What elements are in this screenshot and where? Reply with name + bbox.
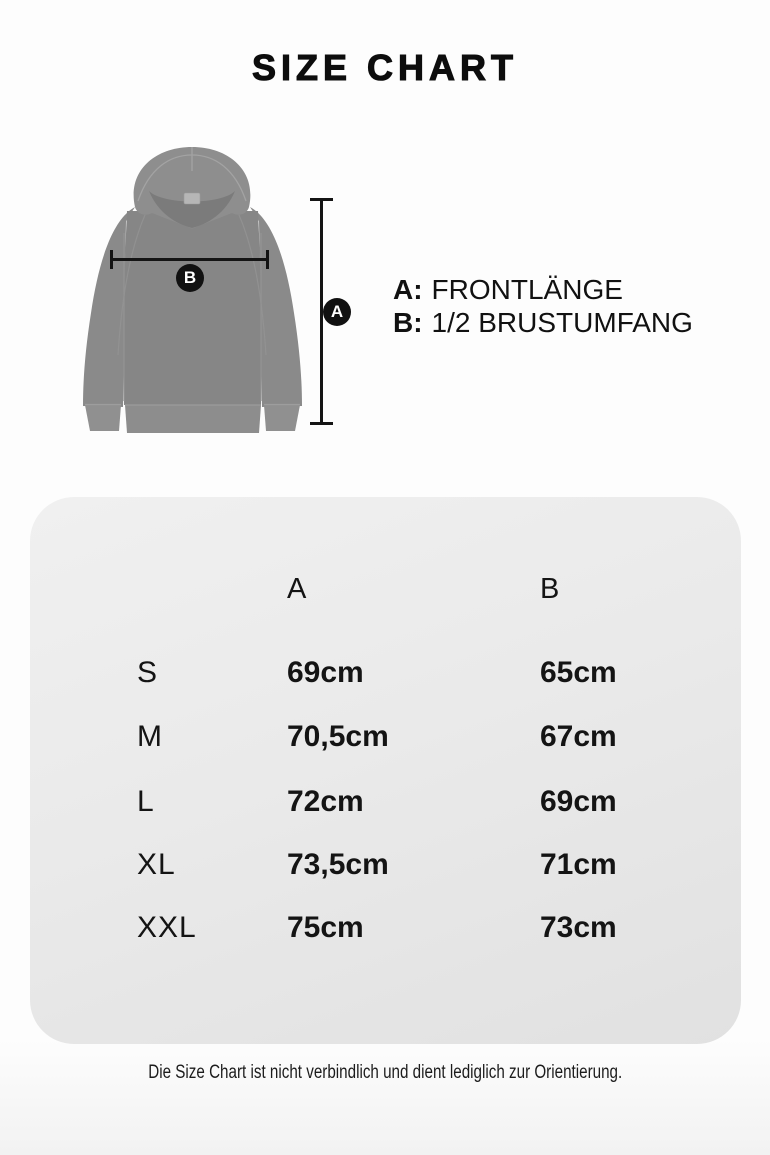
table-row-l (30, 782, 741, 822)
disclaimer (0, 1060, 770, 1087)
value-a: 72cm (287, 785, 364, 818)
value-b: 73cm (540, 911, 617, 944)
measure-line-b (110, 258, 269, 261)
value-b: 69cm (540, 785, 617, 818)
page-title: SIZE CHART (252, 47, 518, 88)
value-a: 70,5cm (287, 720, 389, 753)
table-row-s (30, 653, 741, 693)
legend-label-a: FRONTLÄNGE (431, 274, 623, 305)
size-label: XL (137, 848, 176, 881)
value-b: 65cm (540, 656, 617, 689)
value-a: 73,5cm (287, 848, 389, 881)
table-row-xl (30, 845, 741, 885)
legend-label-b: 1/2 BRUSTUMFANG (431, 307, 693, 338)
size-label: S (137, 656, 159, 689)
measure-badge-a: A (323, 298, 351, 326)
size-label: L (137, 785, 155, 818)
table-row-xxl (30, 908, 741, 948)
size-label: M (137, 720, 163, 753)
measure-line-b-cap-left (110, 250, 113, 269)
table-header-row (30, 569, 741, 609)
legend-line-a (393, 273, 693, 306)
measure-line-b-cap-right (266, 250, 269, 269)
measure-line-a-cap-bottom (310, 422, 333, 425)
size-label: XXL (137, 911, 197, 944)
disclaimer-text: Die Size Chart ist nicht verbindlich und dient lediglich zur Orientierung. (148, 1062, 622, 1083)
column-header-a: A (287, 573, 307, 605)
value-a: 75cm (287, 911, 364, 944)
value-a: 69cm (287, 656, 364, 689)
legend-key-a: A: (393, 274, 423, 305)
table-row-m (30, 717, 741, 757)
value-b: 71cm (540, 848, 617, 881)
legend-line-b (393, 306, 693, 339)
measure-line-a-cap-top (310, 198, 333, 201)
column-header-b: B (540, 573, 560, 605)
measure-badge-b: B (176, 264, 204, 292)
value-b: 67cm (540, 720, 617, 753)
measure-legend (393, 273, 693, 339)
size-table-card (30, 497, 741, 1044)
legend-key-b: B: (393, 307, 423, 338)
